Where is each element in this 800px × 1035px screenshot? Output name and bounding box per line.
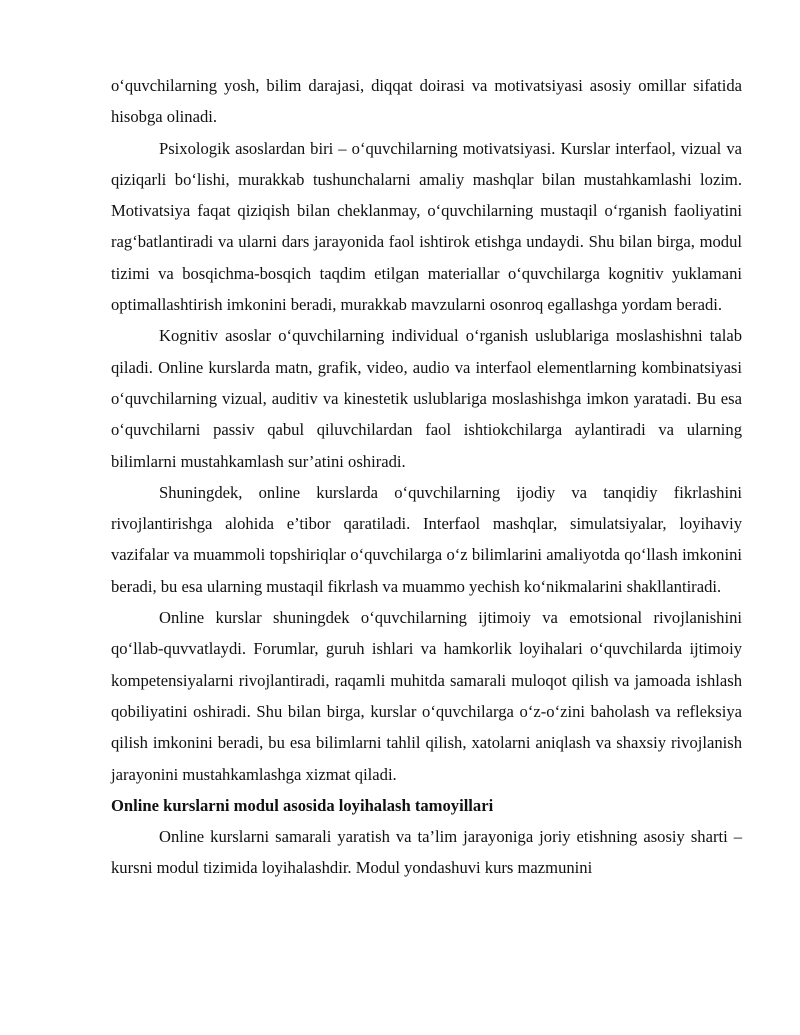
document-body <box>111 70 742 884</box>
paragraph-continuation: oʻquvchilarning yosh, bilim darajasi, diqqat doirasi va motivatsiyasi asosiy omillar sifatida hisobga olinadi. <box>111 76 742 127</box>
paragraph-motivation: Psixologik asoslardan biri – oʻquvchilarning motivatsiyasi. Kurslar interfaol, vizual va qiziqarli boʻlishi, murakkab tushunchalarni amaliy mashqlar bilan mustahkamlashi lozim. Motivatsiya faqat qiziqish bilan cheklanmay, oʻquvchilarning mustaqil oʻrganish faoliyatini ragʻbatlantiradi va ularni dars jarayonida faol ishtirok etishga undaydi. Shu bilan birga, modul tizimi va bosqichma-bosqich taqdim etilgan materiallar oʻquvchilarga kognitiv yuklamani optimallashtirish imkonini beradi, murakkab mavzularni osonroq egallashga yordam beradi. <box>111 138 742 315</box>
paragraph-cognitive: Kognitiv asoslar oʻquvchilarning individual oʻrganish uslublariga moslashishni talab qiladi. Online kurslarda matn, grafik, video, audio va interfaol elementlarning kombinatsiyasi oʻquvchilarning vizual, auditiv va kinestetik uslublariga moslashishga imkon yaratadi. Bu esa oʻquvchilarni passiv qabul qiluvchilardan faol ishtiokchilarga aylantiradi va ularning bilimlarni mustahkamlash sur’atini oshiradi. <box>111 326 742 471</box>
paragraph-social-emotional: Online kurslar shuningdek oʻquvchilarning ijtimoiy va emotsional rivojlanishini qoʻllab-quvvatlaydi. Forumlar, guruh ishlari va hamkorlik loyihalari oʻquvchilarda ijtimoiy kompetensiyalarni rivojlantiradi, raqamli muhitda samarali muloqot qilish va jamoada ishlash qobiliyatini oshiradi. Shu bilan birga, kurslar oʻquvchilarga oʻz-oʻzini baholash va refleksiya qilish imkonini beradi, bu esa bilimlarni tahlil qilish, xatolarni aniqlash va shaxsiy rivojlanish jarayonini mustahkamlashga xizmat qiladi. <box>111 608 742 784</box>
paragraph-module-design: Online kurslarni samarali yaratish va ta’lim jarayoniga joriy etishning asosiy sharti – kursni modul tizimida loyihalashdir. Modul yondashuvi kurs mazmunini <box>111 827 742 878</box>
section-heading: Online kurslarni modul asosida loyihalash tamoyillari <box>111 795 494 815</box>
paragraph-critical-thinking: Shuningdek, online kurslarda oʻquvchilarning ijodiy va tanqidiy fikrlashini rivojlantirishga alohida e’tibor qaratiladi. Interfaol mashqlar, simulatsiyalar, loyihaviy vazifalar va muammoli topshiriqlar oʻquvchilarga oʻz bilimlarini amaliyotda qoʻllash imkonini beradi, bu esa ularning mustaqil fikrlash va muammo yechish koʻnikmalarini shakllantiradi. <box>111 482 742 596</box>
